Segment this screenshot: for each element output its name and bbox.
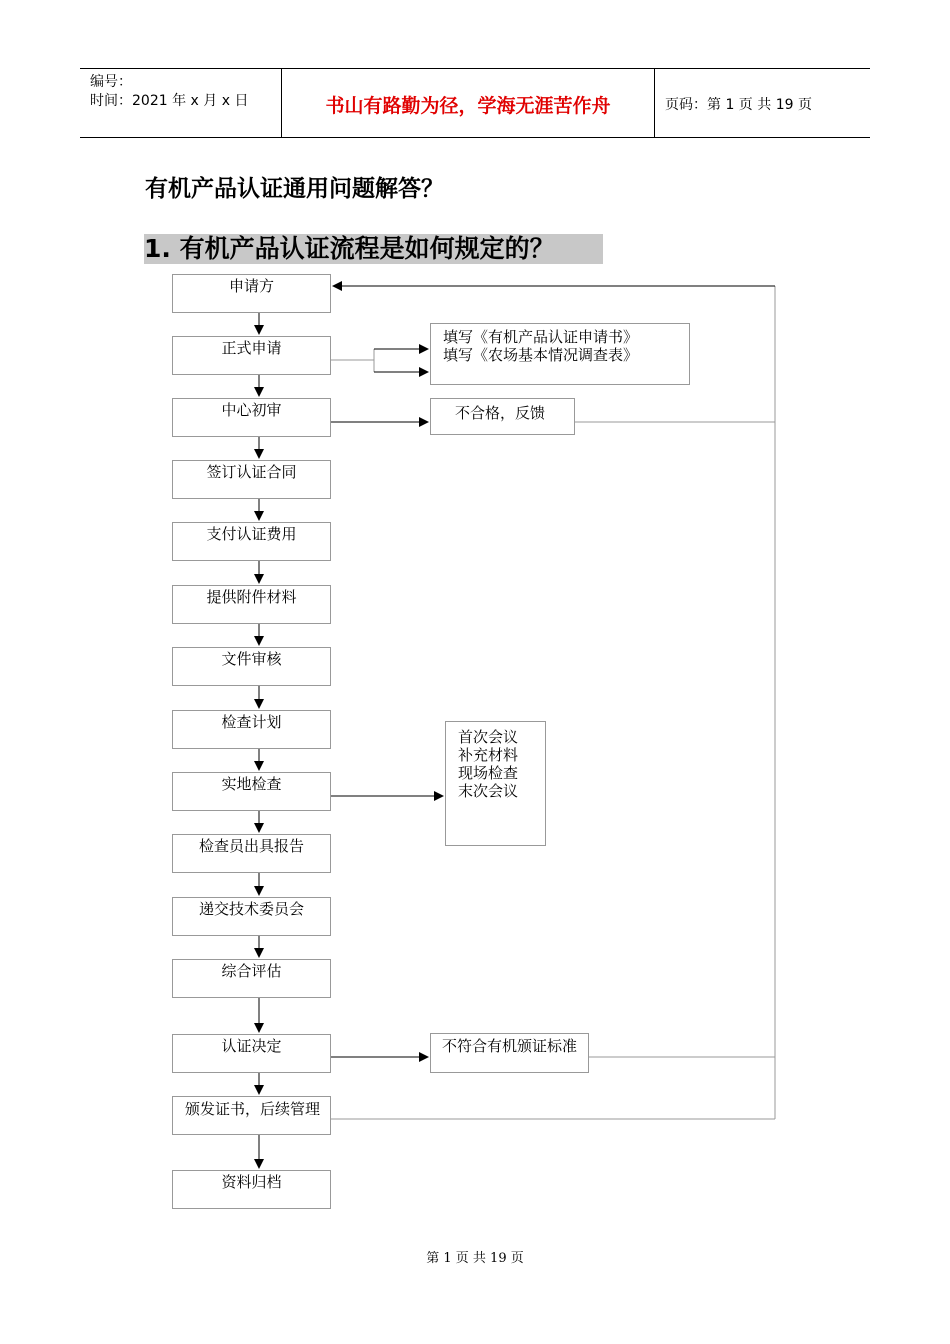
step-applicant: 申请方 xyxy=(172,274,331,313)
inspection-item: 现场检查 xyxy=(458,764,519,782)
page-footer: 第 1 页 共 19 页 xyxy=(426,1251,524,1266)
step-inspection-plan: 检查计划 xyxy=(172,710,331,749)
section-heading: 1. 有机产品认证流程是如何规定的？ xyxy=(144,234,603,264)
step-document-review: 文件审核 xyxy=(172,647,331,686)
document-title: 有机产品认证通用问题解答？ xyxy=(145,176,444,202)
step-certification-decision: 认证决定 xyxy=(172,1034,331,1073)
inspection-item: 首次会议 xyxy=(458,728,519,746)
step-initial-review: 中心初审 xyxy=(172,398,331,437)
step-inspector-report: 检查员出具报告 xyxy=(172,834,331,873)
header-motto: 书山有路勤为径，学海无涯苦作舟 xyxy=(325,95,611,117)
step-submit-committee: 递交技术委员会 xyxy=(172,897,331,936)
step-issue-certificate: 颁发证书，后续管理 xyxy=(172,1096,331,1135)
inspection-items-note xyxy=(445,721,546,846)
decision-fail-note: 不符合有机颁证标准 xyxy=(430,1033,589,1073)
step-site-inspection: 实地检查 xyxy=(172,772,331,811)
step-formal-application: 正式申请 xyxy=(172,336,331,375)
application-forms-note xyxy=(430,323,690,385)
header-page-info: 页码：第 1 页 共 19 页 xyxy=(665,97,812,113)
inspection-item: 补充材料 xyxy=(458,746,519,764)
step-pay-fee: 支付认证费用 xyxy=(172,522,331,561)
step-comprehensive-evaluation: 综合评估 xyxy=(172,959,331,998)
header-time: 时间：2021 年 x 月 x 日 xyxy=(90,93,249,109)
initial-review-fail-note: 不合格，反馈 xyxy=(430,398,575,435)
form-line: 填写《有机产品认证申请书》 xyxy=(443,328,639,346)
step-sign-contract: 签订认证合同 xyxy=(172,460,331,499)
header-number: 编号： xyxy=(90,74,132,90)
step-archive: 资料归档 xyxy=(172,1170,331,1209)
inspection-item: 末次会议 xyxy=(458,782,519,800)
step-provide-materials: 提供附件材料 xyxy=(172,585,331,624)
form-line: 填写《农场基本情况调查表》 xyxy=(443,346,639,364)
